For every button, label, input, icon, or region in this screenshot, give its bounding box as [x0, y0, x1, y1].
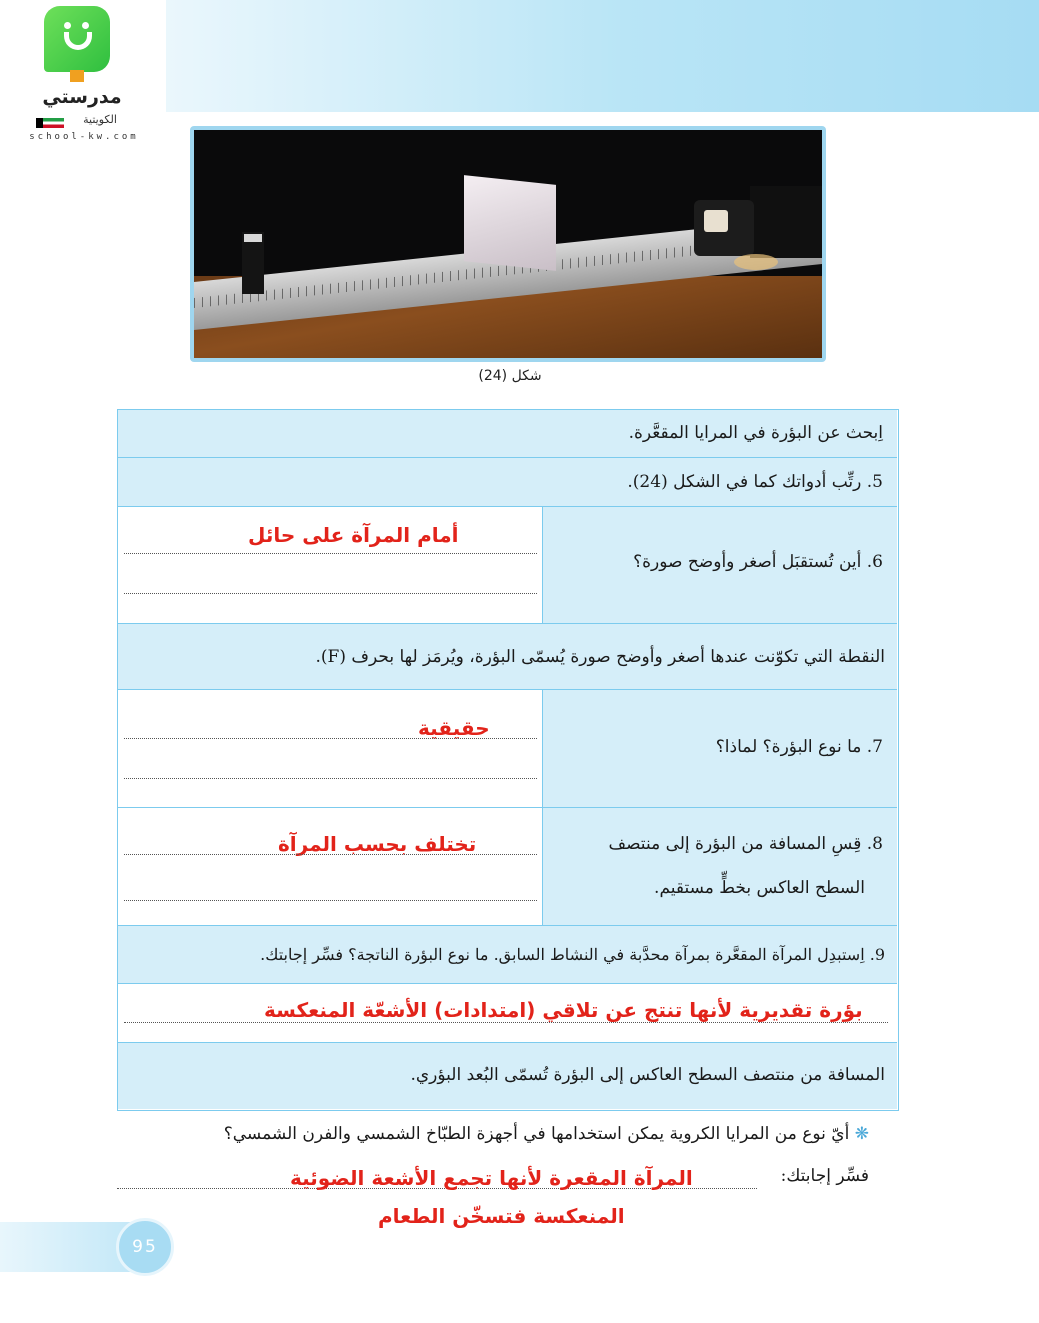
- figure-caption: شكل (24): [478, 368, 542, 384]
- step5-row: [118, 458, 897, 507]
- page-number: 95: [116, 1218, 174, 1276]
- bottom-answer-line1: المرآة المقعرة لأنها تجمع الأشعة الضوئية: [290, 1166, 693, 1190]
- answer-line: [124, 738, 537, 739]
- step5-text: 5. رتِّب أدواتك كما في الشكل (24).: [627, 472, 883, 492]
- explain-label: فسِّر إجابتك:: [780, 1166, 869, 1186]
- focal-note: المسافة من منتصف السطح العاكس إلى البؤرة تُسمّى البُعد البؤري.: [410, 1065, 885, 1085]
- step6-row: [118, 507, 897, 624]
- logo-name: مدرستي: [42, 86, 122, 108]
- focus-note-row: [118, 624, 897, 690]
- step8-question-line2: السطح العاكس بخطٍّ مستقيم.: [654, 878, 865, 898]
- logo-url: school-kw.com: [29, 132, 139, 142]
- step6-question: 6. أين تُستقبَل أصغر وأوضح صورة؟: [633, 552, 883, 572]
- activity-table: [117, 409, 899, 1111]
- step7-answer: حقيقية: [418, 716, 490, 740]
- answer-line: [124, 553, 537, 554]
- activity-title-row: [118, 410, 897, 458]
- bottom-question: [224, 1124, 869, 1144]
- focal-note-row: [118, 1043, 897, 1109]
- answer-line: [124, 900, 537, 901]
- answer-line: [124, 854, 537, 855]
- answer-line: [124, 778, 537, 779]
- logo-subtitle: الكويتية: [83, 113, 117, 126]
- step8-row: [118, 808, 897, 926]
- focus-note: النقطة التي تكوّنت عندها أصغر وأوضح صورة يُسمّى البؤرة، ويُرمَز لها بحرف (F).: [315, 647, 885, 667]
- step9-answer: بؤرة تقديرية لأنها تنتج عن تلاقي (امتدادات) الأشعّة المنعكسة: [264, 998, 863, 1022]
- step9-row: [118, 926, 897, 984]
- logo: [0, 0, 166, 150]
- bottom-question-text: أيّ نوع من المرايا الكروية يمكن استخدامها في أجهزة الطبّاخ الشمسي والفرن الشمسي؟: [223, 1124, 850, 1144]
- step9-answer-row: [118, 984, 897, 1043]
- figure-photo: [194, 130, 822, 358]
- step7-question: 7. ما نوع البؤرة؟ لماذا؟: [715, 737, 883, 757]
- step8-question-line1: 8. قِسِ المسافة من البؤرة إلى منتصف: [608, 834, 883, 854]
- activity-title: اِبحث عن البؤرة في المرايا المقعَّرة.: [628, 423, 883, 443]
- step6-answer: أمام المرآة على حائل: [248, 523, 459, 547]
- bottom-answer-line2: المنعكسة فتسخّن الطعام: [378, 1204, 625, 1228]
- star-bullet-icon: ❋: [854, 1124, 869, 1144]
- logo-icon: [44, 6, 110, 72]
- screen-card: [464, 175, 556, 271]
- answer-line: [124, 1022, 888, 1023]
- step7-row: [118, 690, 897, 808]
- answer-line: [124, 593, 537, 594]
- step8-answer: تختلف بحسب المرآة: [278, 832, 477, 856]
- step9-question: 9. اِستبدِل المرآة المقعَّرة بمرآة محدَّبة في النشاط السابق. ما نوع البؤرة الناتجة؟ فسِّر إجابتك.: [260, 945, 885, 964]
